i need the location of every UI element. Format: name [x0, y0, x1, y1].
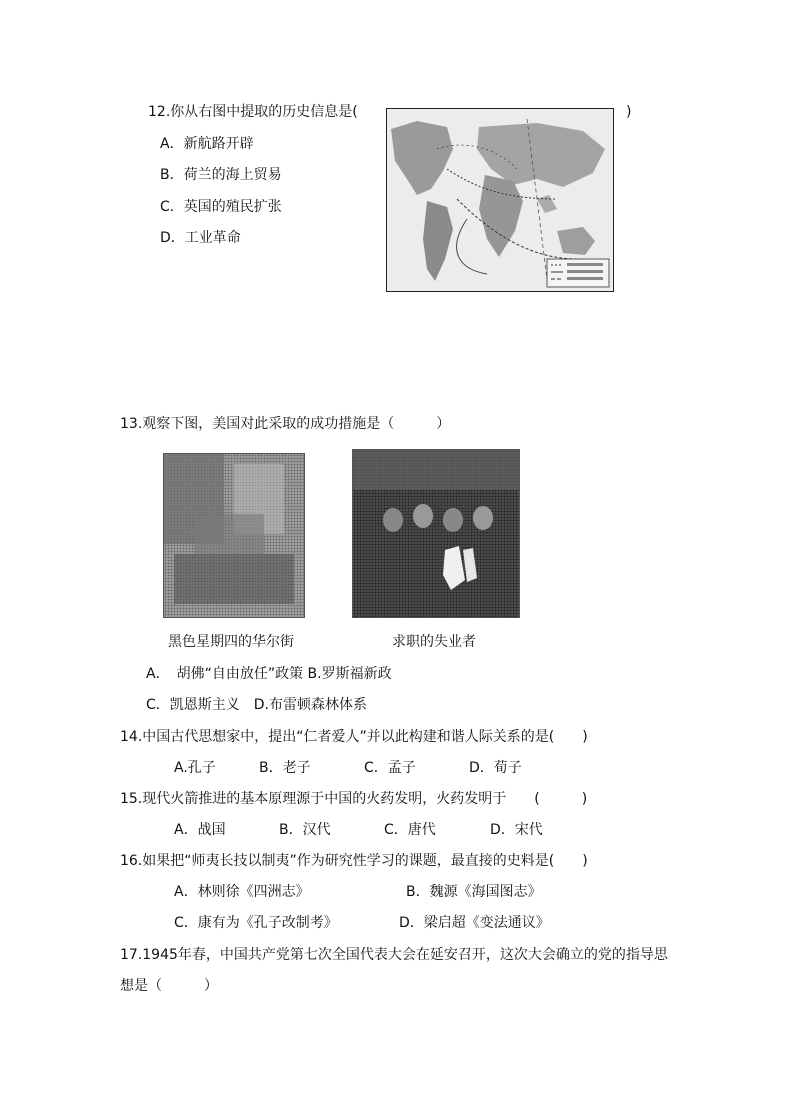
q16-option-a: A．林则徐《四洲志》 [174, 884, 310, 900]
q16-option-d: D．梁启超《变法通议》 [399, 915, 550, 931]
q12-option-c: C．英国的殖民扩张 [160, 199, 282, 215]
q13-stem: 13.观察下图，美国对此采取的成功措施是（ ） [120, 416, 451, 432]
unemployed-job-seekers-photo [352, 449, 520, 618]
q15-option-a: A．战国 [174, 822, 226, 838]
q17-stem-line1: 17.1945年春，中国共产党第七次全国代表大会在延安召开，这次大会确立的党的指导思 [120, 947, 668, 963]
photo1-caption: 黑色星期四的华尔街 [168, 634, 294, 650]
q13-options-line2: C．凯恩斯主义 D.布雷顿森林体系 [146, 697, 368, 713]
q16-stem: 16.如果把“师夷长技以制夷”作为研究性学习的课题，最直接的史料是( ) [120, 853, 588, 869]
q15-stem: 15.现代火箭推进的基本原理源于中国的火药发明，火药发明于 ( ) [120, 791, 588, 807]
q12-option-a: A．新航路开辟 [160, 136, 254, 152]
q14-option-b: B．老子 [259, 760, 311, 776]
q14-option-a: A.孔子 [174, 760, 216, 776]
q15-option-d: D．宋代 [490, 822, 543, 838]
q16-option-b: B．魏源《海国图志》 [406, 884, 542, 900]
q13-options-line1: A． 胡佛“自由放任”政策 B.罗斯福新政 [146, 666, 392, 682]
q17-stem-line2: 想是（ ） [120, 978, 218, 994]
q12-paren-close: ) [626, 104, 632, 120]
q15-option-b: B．汉代 [279, 822, 331, 838]
wall-street-black-thursday-photo [163, 453, 305, 618]
q12-option-b: B．荷兰的海上贸易 [160, 167, 282, 183]
q12-option-d: D．工业革命 [160, 230, 241, 246]
photo2-caption: 求职的失业者 [392, 634, 476, 650]
world-trade-routes-map [386, 108, 614, 292]
q15-option-c: C．唐代 [384, 822, 436, 838]
q12-stem: 12.你从右图中提取的历史信息是( [148, 104, 358, 120]
q14-option-c: C．孟子 [364, 760, 416, 776]
q14-option-d: D．荀子 [469, 760, 522, 776]
q16-option-c: C．康有为《孔子改制考》 [174, 915, 338, 931]
q14-stem: 14.中国古代思想家中，提出“仁者爱人”并以此构建和谐人际关系的是( ) [120, 729, 588, 745]
